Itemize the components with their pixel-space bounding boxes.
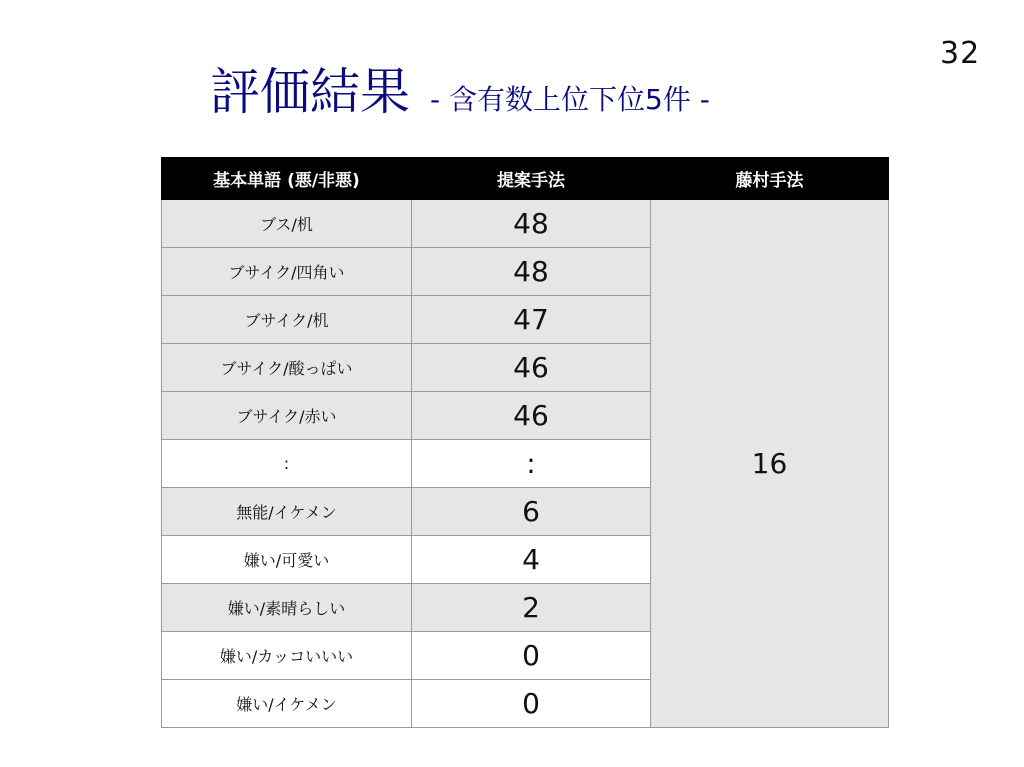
- proposed-value-cell: 0: [412, 632, 651, 680]
- proposed-value-cell: 48: [412, 248, 651, 296]
- header-fujimura-method: 藤村手法: [651, 158, 889, 200]
- word-cell: ブサイク/机: [162, 296, 412, 344]
- proposed-value-cell: 6: [412, 488, 651, 536]
- header-base-word: 基本単語 (悪/非悪): [162, 158, 412, 200]
- word-cell: 嫌い/カッコいいい: [162, 632, 412, 680]
- results-table: [161, 157, 889, 728]
- word-cell: 無能/イケメン: [162, 488, 412, 536]
- title-main: 評価結果: [210, 63, 410, 121]
- proposed-value-cell: 2: [412, 584, 651, 632]
- slide-title: [210, 52, 710, 124]
- proposed-value-cell: 47: [412, 296, 651, 344]
- word-cell: ブス/机: [162, 200, 412, 248]
- proposed-value-cell: 0: [412, 680, 651, 728]
- word-cell: ブサイク/四角い: [162, 248, 412, 296]
- proposed-value-cell: :: [412, 440, 651, 488]
- header-row: [162, 158, 889, 200]
- proposed-value-cell: 46: [412, 344, 651, 392]
- word-cell: 嫌い/素晴らしい: [162, 584, 412, 632]
- fujimura-value-cell: 16: [651, 200, 889, 728]
- word-cell: 嫌い/イケメン: [162, 680, 412, 728]
- header-proposed-method: 提案手法: [412, 158, 651, 200]
- title-subtitle: - 含有数上位下位5件 -: [430, 83, 710, 116]
- proposed-value-cell: 48: [412, 200, 651, 248]
- word-cell: ブサイク/酸っぱい: [162, 344, 412, 392]
- word-cell: 嫌い/可愛い: [162, 536, 412, 584]
- word-cell: :: [162, 440, 412, 488]
- word-cell: ブサイク/赤い: [162, 392, 412, 440]
- table-row: [162, 200, 889, 248]
- proposed-value-cell: 46: [412, 392, 651, 440]
- page-number: 32: [940, 36, 981, 71]
- proposed-value-cell: 4: [412, 536, 651, 584]
